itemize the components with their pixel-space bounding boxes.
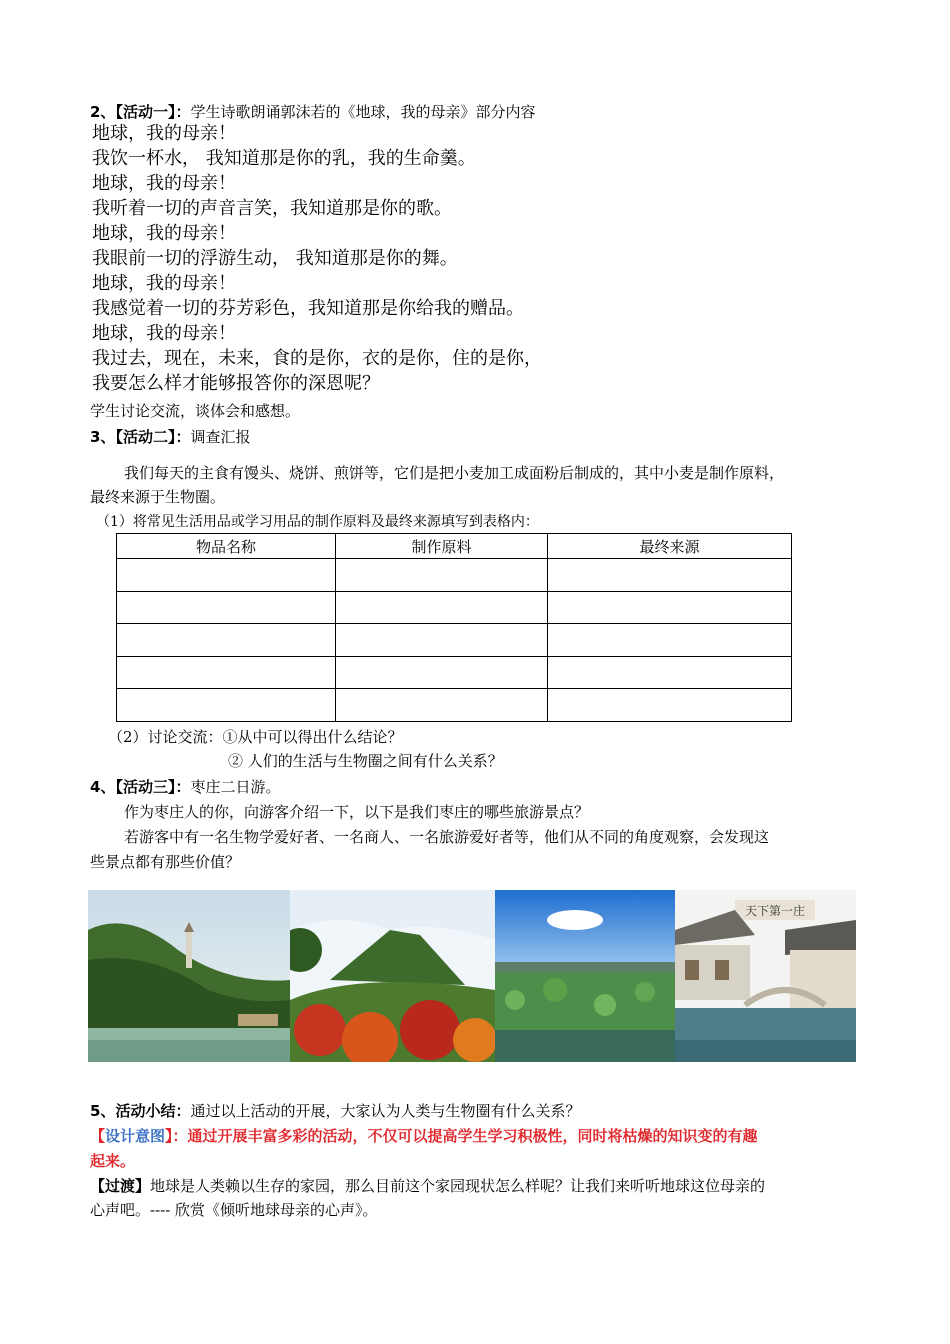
poem-line: 我听着一切的声音言笑，我知道那是你的歌。 (92, 198, 452, 219)
poem-line: 地球，我的母亲！ (92, 273, 236, 294)
scenic-photo-strip (88, 890, 856, 1062)
table-row (117, 624, 792, 657)
paragraph-4-line-1: 作为枣庄人的你，向游客介绍一下，以下是我们枣庄的哪些旅游景点？ (124, 803, 590, 821)
poem-line: 地球，我的母亲！ (92, 173, 236, 194)
table-cell[interactable] (117, 656, 336, 689)
survey-table (116, 533, 792, 722)
town-sign-text: 天下第一庄 (744, 904, 806, 918)
activity-three-title: 【活动三】 (115, 778, 176, 796)
photo-mountain-autumn (290, 890, 495, 1062)
poem-line: 地球，我的母亲！ (92, 323, 236, 344)
section-4-heading: 4、【活动三】：枣庄二日游。 (90, 778, 281, 796)
table-cell[interactable] (336, 624, 548, 657)
table-cell[interactable] (117, 559, 336, 592)
table-cell[interactable] (336, 591, 548, 624)
question-1: （1）将常见生活用品或学习用品的制作原料及最终来源填写到表格内： (96, 514, 539, 530)
table-cell[interactable] (548, 559, 792, 592)
poem-line: 我眼前一切的浮游生动， 我知道那是你的舞。 (92, 248, 458, 269)
transition-line-2: 心声吧。---- 欣赏《倾听地球母亲的心声》。 (90, 1201, 378, 1219)
table-cell[interactable] (117, 689, 336, 722)
activity-two-title: 【活动二】 (115, 428, 176, 446)
table-row (117, 559, 792, 592)
paragraph-3-line-1: 我们每天的主食有馒头、烧饼、煎饼等，它们是把小麦加工成面粉后制成的，其中小麦是制作原料， (124, 464, 785, 482)
poem-line: 我饮一杯水， 我知道那是你的乳，我的生命羹。 (92, 148, 476, 169)
table-cell[interactable] (336, 656, 548, 689)
poem-line: 我感觉着一切的芬芳彩色，我知道那是你给我的赠品。 (92, 298, 524, 319)
table-cell[interactable] (548, 591, 792, 624)
table-header-row (117, 534, 792, 559)
paragraph-3-line-2: 最终来源于生物圈。 (90, 488, 226, 506)
paragraph-4-line-2: 若游客中有一名生物学爱好者、一名商人、一名旅游爱好者等，他们从不同的角度观察，会发现这 (124, 828, 770, 846)
table-cell[interactable] (117, 591, 336, 624)
table-cell[interactable] (336, 559, 548, 592)
section-5-heading: 5、活动小结：通过以上活动的开展，大家认为人类与生物圈有什么关系？ (90, 1102, 581, 1120)
transition-line-1: 【过渡】地球是人类赖以生存的家园，那么目前这个家园现状怎么样呢？让我们来听听地球这位母亲的 (90, 1177, 766, 1195)
header-source: 最终来源 (548, 534, 792, 559)
poem-line: 地球，我的母亲！ (92, 223, 236, 244)
table-row (117, 656, 792, 689)
transition-label: 【过渡】 (90, 1177, 151, 1195)
poem-line: 地球，我的母亲！ (92, 123, 236, 144)
paragraph-4-line-3: 些景点都有那些价值？ (90, 853, 241, 871)
table-cell[interactable] (336, 689, 548, 722)
table-cell[interactable] (548, 624, 792, 657)
header-item-name: 物品名称 (117, 534, 336, 559)
question-2b: ② 人们的生活与生物圈之间有什么关系？ (228, 752, 503, 770)
summary-title: 活动小结 (115, 1102, 176, 1120)
design-intent-line-1: 【设计意图】：通过开展丰富多彩的活动，不仅可以提高学生学习积极性，同时将枯燥的知识变的有趣 (90, 1127, 758, 1145)
design-intent-label: 设计意图 (105, 1127, 166, 1145)
photo-ancient-town (675, 890, 856, 1062)
activity-one-title: 【活动一】 (115, 103, 176, 121)
table-row (117, 689, 792, 722)
table-cell[interactable] (548, 656, 792, 689)
header-material: 制作原料 (336, 534, 548, 559)
design-intent-line-2: 起来。 (90, 1152, 136, 1170)
poem-line: 我要怎么样才能够报答你的深恩呢？ (92, 373, 380, 394)
table-cell[interactable] (117, 624, 336, 657)
discussion-note: 学生讨论交流，谈体会和感想。 (90, 402, 301, 420)
photo-lotus-lake (495, 890, 675, 1062)
photo-lake-pagoda (88, 890, 290, 1062)
section-3-heading: 3、【活动二】：调查汇报 (90, 428, 251, 446)
section-2-heading: 2、【活动一】：学生诗歌朗诵郭沫若的《地球，我的母亲》部分内容 (90, 103, 536, 121)
table-row (117, 591, 792, 624)
question-2a: （2）讨论交流：①从中可以得出什么结论？ (108, 728, 403, 746)
table-cell[interactable] (548, 689, 792, 722)
poem-line: 我过去，现在，未来，食的是你，衣的是你，住的是你， (92, 348, 542, 369)
